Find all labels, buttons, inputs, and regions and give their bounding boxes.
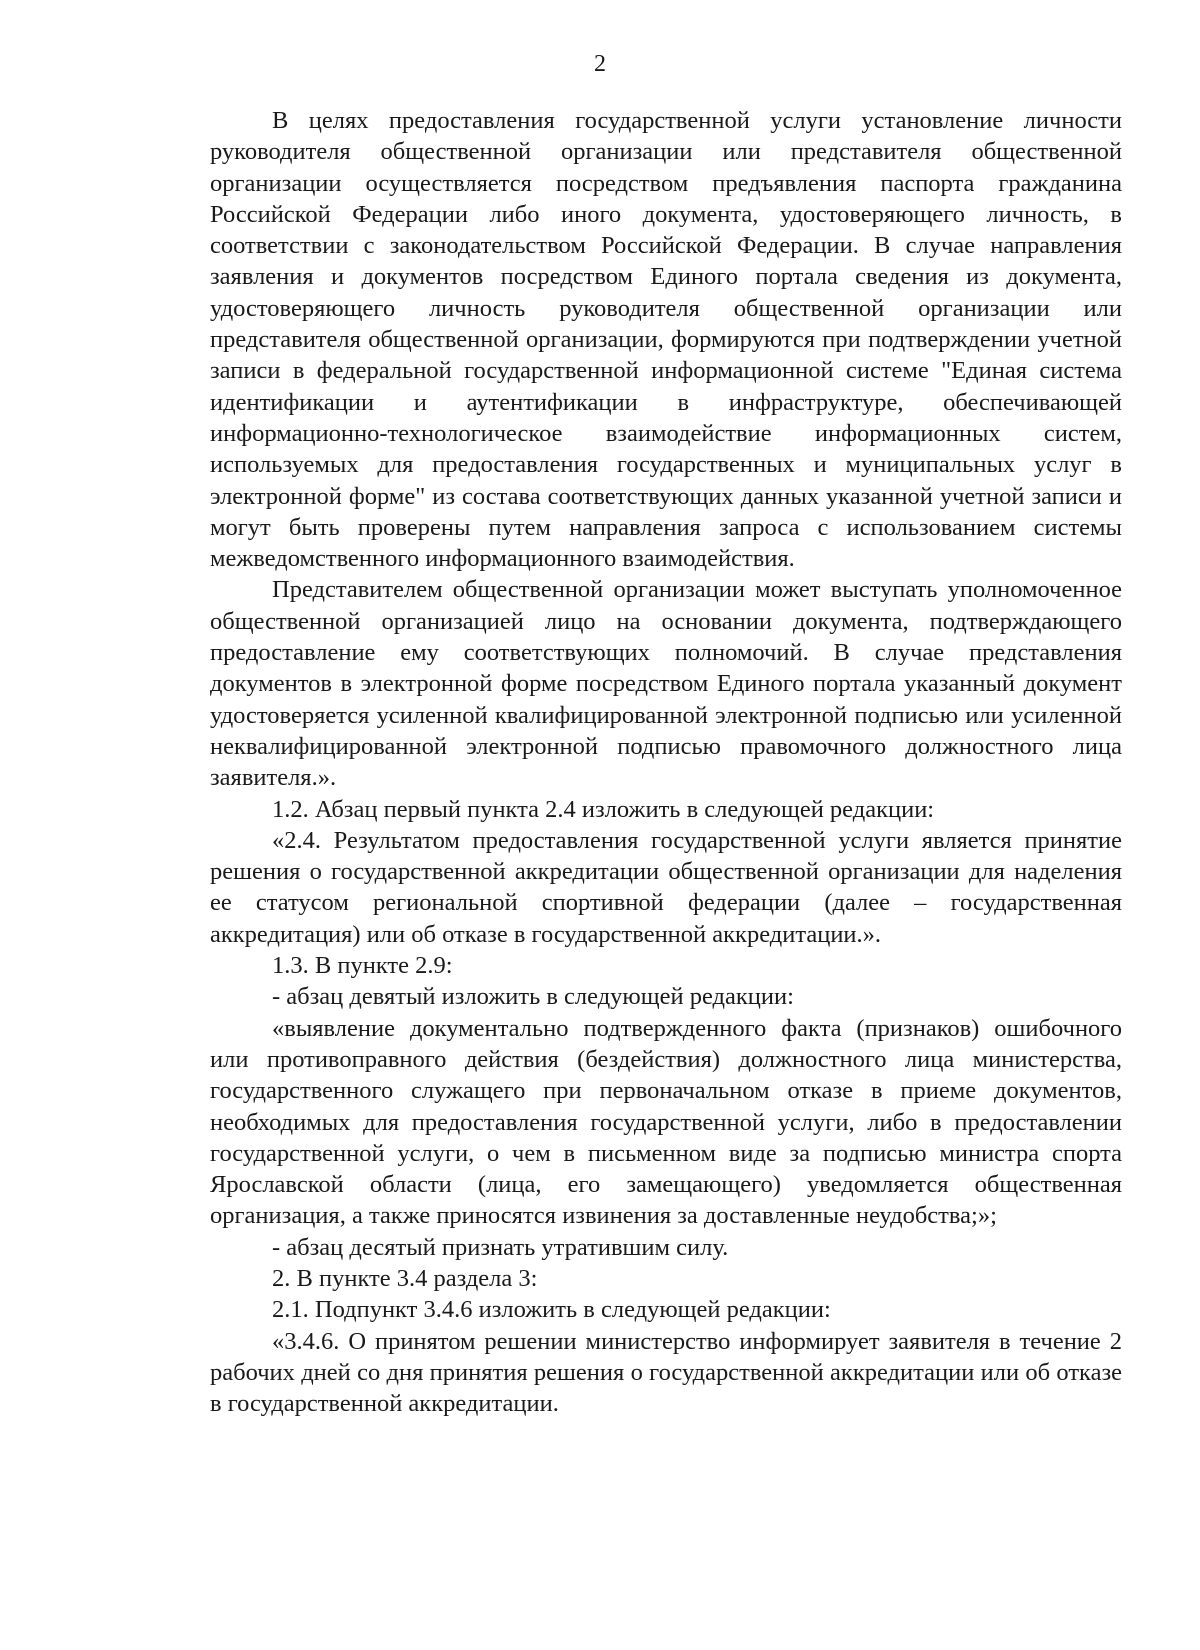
paragraph-item-2-4: «2.4. Результатом предоставления государственной услуги является принятие решения о государственной аккредитации общественной организации для наделения ее статусом региональной спортивной федерации (далее – государственная аккредитация) или об отказе в государственной аккредитации.».: [210, 826, 1122, 948]
paragraph-item-2: 2. В пункте 3.4 раздела 3:: [272, 1264, 538, 1292]
paragraph-representative: Представителем общественной организации может выступать уполномоченное общественной организацией лицо на основании документа, подтверждающего предоставление ему соответствующих полномочий. В случае представления документов в электронной форме посредством Единого портала указанный документ удостоверяется усиленной квалифицированной электронной подписью или усиленной неквалифицированной электронной подписью правомочного должностного лица заявителя.».: [210, 576, 1122, 792]
document-body: [210, 105, 1122, 1419]
paragraph-item-3-4-6: «3.4.6. О принятом решении министерство информирует заявителя в течение 2 рабочих дней со дня принятия решения о государственной аккредитации или об отказе в государственной аккредитации.: [210, 1327, 1122, 1418]
paragraph-ninth-abzac-text: «выявление документально подтвержденного факта (признаков) ошибочного или противоправного действия (бездействия) должностного лица министерства, государственного служащего при первоначальном отказе в приеме документов, необходимых для предоставления государственной услуги, либо в предоставлении государственной услуги, о чем в письменном виде за подписью министра спорта Ярославской области (лица, его замещающего) уведомляется общественная организация, а также приносятся извинения за доставленные неудобства;»;: [210, 1014, 1122, 1230]
paragraph-ninth-abzac: - абзац девятый изложить в следующей редакции:: [272, 983, 794, 1011]
paragraph-item-1-3: 1.3. В пункте 2.9:: [272, 952, 453, 980]
paragraph-item-1-2: 1.2. Абзац первый пункта 2.4 изложить в следующей редакции:: [272, 795, 935, 823]
page-number: 2: [594, 51, 606, 77]
paragraph-identity-verification: В целях предоставления государственной услуги установление личности руководителя общественной организации или представителя общественной организации осуществляется посредством предъявления паспорта гражданина Российской Федерации либо иного документа, удостоверяющего личность, в соответствии с законодательством Российской Федерации. В случае направления заявления и документов посредством Единого портала сведения из документа, удостоверяющего личность руководителя общественной организации или представителя общественной организации, формируются при подтверждении учетной записи в федеральной государственной информационной системе "Единая система идентификации и аутентификации в инфраструктуре, обеспечивающей информационно-технологическое взаимодействие информационных систем, используемых для предоставления государственных и муниципальных услуг в электронной форме" из состава соответствующих данных указанной учетной записи и могут быть проверены путем направления запроса с использованием системы межведомственного информационного взаимодействия.: [210, 107, 1122, 573]
paragraph-tenth-abzac: - абзац десятый признать утратившим силу.: [272, 1233, 729, 1261]
paragraph-item-2-1: 2.1. Подпункт 3.4.6 изложить в следующей редакции:: [272, 1296, 831, 1324]
